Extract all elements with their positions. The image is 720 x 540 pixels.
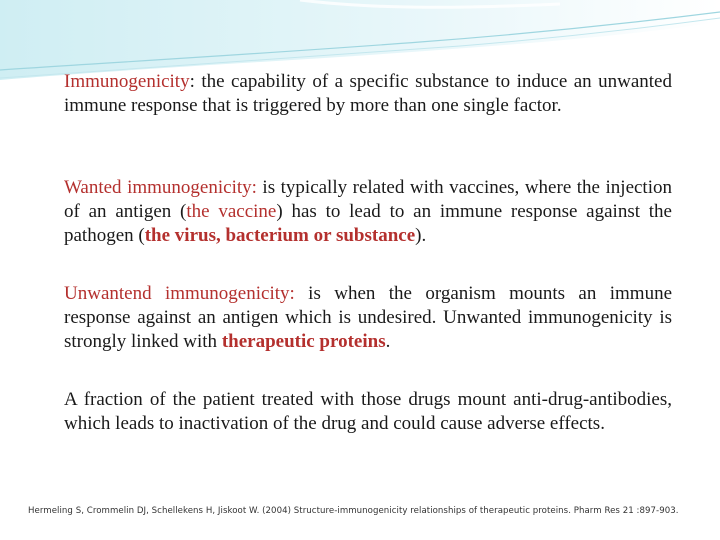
term-wanted-immunogenicity: Wanted immunogenicity: [64,177,257,198]
paragraph-unwanted-immunogenicity [64,282,672,354]
term-therapeutic-proteins: therapeutic proteins [221,331,386,352]
wanted-text-2: ) has to lead to an immune response against the pathogen ( [64,201,672,246]
term-the-vaccine: the vaccine [186,201,277,222]
term-unwanted-immunogenicity: Unwantend immunogenicity: [64,283,295,304]
citation-reference: Hermeling S, Crommelin DJ, Schellekens H, Jiskoot W. (2004) Structure-immunogenicity relationships of therapeutic proteins. Pharm Res 21 :897-903. [28,506,679,516]
term-pathogen: the virus, bacterium or substance [144,225,416,246]
wanted-text-1: is typically related with vaccines, where the injection of an antigen ( [64,177,672,222]
paragraph-immunogenicity [64,70,672,118]
unwanted-text-2: . [385,331,391,352]
paragraph-anti-drug-antibodies [64,388,672,436]
definition-text: : the capability of a specific substance to induce an unwanted immune response that is triggered by more than one single factor. [64,71,672,116]
wanted-text-3: ). [415,225,427,246]
term-immunogenicity: Immunogenicity [64,71,190,92]
unwanted-text-1: is when the organism mounts an immune response against an antigen which is undesired. Unwanted immunogenicity is strongly linked with [64,283,673,352]
paragraph-wanted-immunogenicity [64,176,672,248]
anti-drug-text: A fraction of the patient treated with those drugs mount anti-drug-antibodies, which leads to inactivation of the drug and could cause adverse effects. [64,389,672,434]
